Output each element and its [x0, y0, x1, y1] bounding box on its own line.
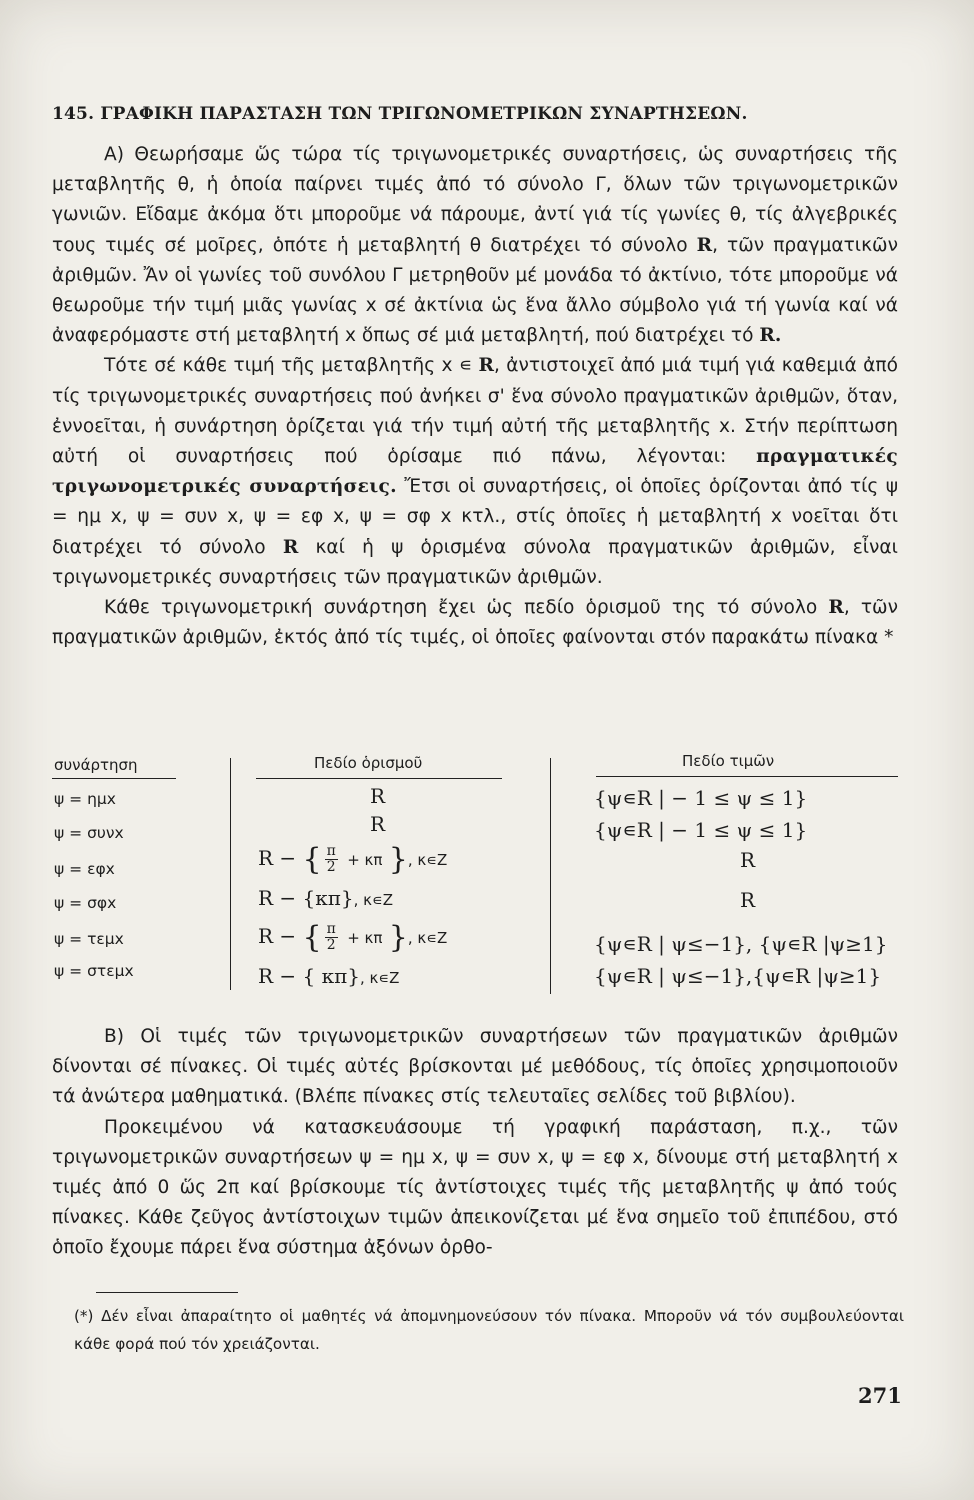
- table-header-range: Πεδίο τιμῶν: [682, 752, 775, 770]
- table-row-domain: R − { κπ}, κ∊Z: [258, 964, 400, 988]
- table-header-domain: Πεδίο ὁρισμοῦ: [314, 754, 423, 772]
- paragraph-b: Β) Οἱ τιμές τῶν τριγωνομετρικῶν συναρτήσεων τῶν πραγματικῶν ἀριθμῶν δίνονται σέ πίνακες. Οἱ τιμές αὐτές βρίσκονται μέ μεθόδους, τίς ὁποῖες χρησιμοποιοῦν τά ἀνώτερα μαθηματικά. (Βλέπε πίνακες στίς τελευταῖες σελίδες τοῦ βιβλίου).: [52, 1026, 898, 1108]
- table-divider: [550, 758, 551, 994]
- table-row-domain: R − {κπ}, κ∊Z: [258, 886, 394, 910]
- table-row-function: ψ = σφx: [54, 894, 117, 912]
- table-row-function: ψ = ημx: [54, 790, 116, 808]
- footnote-rule: [96, 1292, 238, 1293]
- table-row-range: {ψ∊R | − 1 ≤ ψ ≤ 1}: [594, 818, 808, 842]
- table-row-range: {ψ∊R | ψ≤−1},{ψ∊R |ψ≥1}: [594, 964, 882, 988]
- table-row-function: ψ = στεμx: [54, 962, 134, 980]
- table-header-function: συνάρτηση: [54, 756, 138, 774]
- table-rule: [596, 776, 898, 777]
- body-text-top: [52, 140, 898, 653]
- table-row-function: ψ = συνx: [54, 824, 124, 842]
- paragraph-a: Α) Θεωρήσαμε ὥς τώρα τίς τριγωνομετρικές συναρτήσεις, ὡς συναρτήσεις τῆς μεταβλητῆς θ, ἡ ὁποία παίρνει τιμές ἀπό τό σύνολο Γ, ὅλων τῶν τριγωνομετρικῶν γωνιῶν. Εἴδαμε ἀκόμα ὅτι μποροῦμε νά πάρουμε, ἀντί γιά τίς γωνίες θ, τίς ἀλγεβρικές τους τιμές σέ μοῖρες, ὁπότε ἡ μεταβλητή θ διατρέχει τό σύνολο R, τῶν πραγματικῶν ἀριθμῶν. Ἄν οἱ γωνίες τοῦ συνόλου Γ μετρηθοῦν μέ μονάδα τό ἀκτίνιο, τότε μποροῦμε νά θεωροῦμε τήν τιμή μιᾶς γωνίας x σέ ἀκτίνια ὡς ἕνα ἄλλο σύμβολο γιά τή γωνία καί νά ἀναφερόμαστε στή μεταβλητή x ὅπως σέ μιά μεταβλητή, πού διατρέχει τό R.: [52, 144, 898, 347]
- table-row-domain: R − { $\frac{\pi}{2}$ + κπ }, κ∊Z: [258, 920, 448, 955]
- table-row-function: ψ = τεμx: [54, 930, 124, 948]
- footnote: (*) Δέν εἶναι ἀπαραίτητο οἱ μαθητές νά ἀπομνημονεύσουν τόν πίνακα. Μποροῦν νά τόν συμβουλεύονται κάθε φορά πού τόν χρειάζονται.: [74, 1307, 904, 1353]
- page-number: 271: [858, 1383, 902, 1408]
- table-row-domain: R: [370, 784, 386, 808]
- table-row-function: ψ = εφx: [54, 860, 115, 878]
- table-row-range: {ψ∊R | ψ≤−1}, {ψ∊R |ψ≥1}: [594, 932, 888, 956]
- domain-range-table: [52, 748, 898, 998]
- section-heading: 145. ΓΡΑΦΙΚΗ ΠΑΡΑΣΤΑΣΗ ΤΩΝ ΤΡΙΓΩΝΟΜΕΤΡΙΚΩΝ ΣΥΝΑΡΤΗΣΕΩΝ.: [52, 104, 748, 124]
- paragraph-domain: Κάθε τριγωνομετρική συνάρτηση ἔχει ὡς πεδίο ὁρισμοῦ της τό σύνολο R, τῶν πραγματικῶν ἀριθμῶν, ἐκτός ἀπό τίς τιμές, οἱ ὁποῖες φαίνονται στόν παρακάτω πίνακα *: [52, 597, 898, 649]
- table-row-range: R: [740, 888, 756, 912]
- table-row-range: {ψ∊R | − 1 ≤ ψ ≤ 1}: [594, 786, 808, 810]
- body-text-bottom: [52, 1022, 898, 1264]
- paragraph-real-functions: Τότε σέ κάθε τιμή τῆς μεταβλητῆς x ∊ R, ἀντιστοιχεῖ ἀπό μιά τιμή γιά καθεμιά ἀπό τίς τριγωνομετρικές συναρτήσεις πού ἀνήκει σ' ἕνα σύνολο πραγματικῶν ἀριθμῶν, ὅταν, ἐννοεῖται, ἡ συνάρτηση ὁρίζεται γιά τήν τιμή αὐτή τῆς μεταβλητῆς x. Στήν περίπτωση αὐτή οἱ συναρτήσεις πού ὁρίσαμε πιό πάνω, λέγονται: πραγματικές τριγωνομετρικές συναρτήσεις. Ἔτσι οἱ συναρτήσεις, οἱ ὁποῖες ὁρίζονται ἀπό τίς ψ = ημ x, ψ = συν x, ψ = εφ x, ψ = σφ x κτλ., στίς ὁποῖες ἡ μεταβλητή x νοεῖται ὅτι διατρέχει τό σύνολο R καί ἡ ψ ὁρισμένα σύνολα πραγματικῶν ἀριθμῶν, εἶναι τριγωνομετρικές συναρτήσεις τῶν πραγματικῶν ἀριθμῶν.: [52, 355, 898, 588]
- paragraph-graph: Προκειμένου νά κατασκευάσουμε τή γραφική παράσταση, π.χ., τῶν τριγωνομετρικῶν συναρτήσεων ψ = ημ x, ψ = συν x, ψ = εφ x, δίνουμε στή μεταβλητή x τιμές ἀπό 0 ὥς 2π καί βρίσκουμε τίς ἀντίστοιχες τιμές τῆς μεταβλητῆς ψ ἀπό τούς πίνακες. Κάθε ζεῦγος ἀντίστοιχων τιμῶν ἀπεικονίζεται μέ ἕνα σημεῖο τοῦ ἐπιπέδου, στό ὁποῖο ἔχουμε πάρει ἕνα σύστημα ἀξόνων ὀρθο-: [52, 1116, 898, 1259]
- table-divider: [230, 758, 231, 990]
- defined-term: πραγματικές τριγωνομετρικές συναρτήσεις.: [52, 446, 898, 498]
- table-rule: [52, 778, 176, 779]
- table-row-range: R: [740, 848, 756, 872]
- table-rule: [256, 778, 502, 779]
- table-row-domain: R − { $\frac{\pi}{2}$ + κπ }, κ∊Z: [258, 842, 448, 877]
- table-row-domain: R: [370, 812, 386, 836]
